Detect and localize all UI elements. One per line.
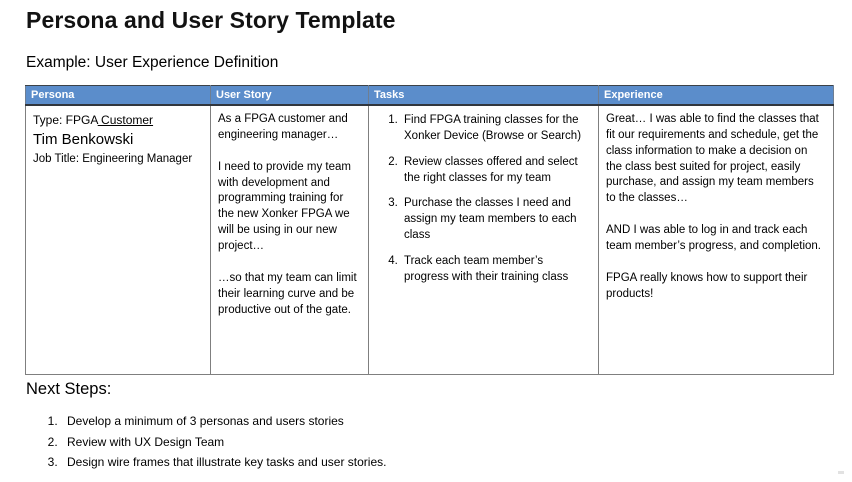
tasks-list <box>376 113 591 286</box>
experience-cell <box>599 105 834 375</box>
next-steps-list <box>26 414 852 469</box>
persona-type-underlined: Customer <box>97 113 154 127</box>
persona-name: Tim Benkowski <box>33 130 134 148</box>
user-story-paragraph: I need to provide my team with development and programming training for the new Xonker FPGA we will be using in our new project… <box>218 160 351 253</box>
next-steps-heading: Next Steps: <box>26 380 112 398</box>
task-item: 1. Find FPGA training classes for the Xonker Device (Browse or Search) <box>401 113 591 145</box>
task-item: 2. Review classes offered and select the right classes for my team <box>401 155 591 187</box>
persona-cell <box>26 105 211 375</box>
column-header-tasks: Tasks <box>369 86 599 106</box>
experience-paragraph: AND I was able to log in and track each team member’s progress, and completion. <box>606 224 821 253</box>
user-story-paragraphs <box>218 112 361 318</box>
experience-paragraph: Great… I was able to find the classes that fit our requirements and schedule, get the class information to make a decision on the class best suited for project, easily purchase, and assign my team members to the classes… <box>606 113 819 205</box>
column-header-persona: Persona <box>26 86 211 106</box>
page-title: Persona and User Story Template <box>26 7 396 33</box>
next-step-item: 3. Design wire frames that illustrate key tasks and user stories. <box>61 455 852 469</box>
persona-type <box>33 112 203 129</box>
user-story-paragraph: As a FPGA customer and engineering manager… <box>218 113 348 141</box>
persona-type-prefix: Type: FPGA <box>33 113 98 127</box>
page-subtitle: Example: User Experience Definition <box>26 54 279 71</box>
column-header-experience: Experience <box>599 86 834 106</box>
experience-paragraph: FPGA really knows how to support their products! <box>606 271 808 300</box>
task-item: 4. Track each team member’s progress with their training class <box>401 254 591 286</box>
table-header-row <box>26 86 834 106</box>
next-step-item: 2. Review with UX Design Team <box>61 435 852 449</box>
persona-table <box>25 85 834 375</box>
task-item: 3. Purchase the classes I need and assign my team members to each class <box>401 196 591 244</box>
tasks-cell <box>369 105 599 375</box>
user-story-cell <box>211 105 369 375</box>
page-number-mark <box>838 471 844 474</box>
column-header-user-story: User Story <box>211 86 369 106</box>
persona-job-title: Job Title: Engineering Manager <box>33 153 193 166</box>
next-step-item: 1. Develop a minimum of 3 personas and users stories <box>61 414 852 428</box>
table-body-row <box>26 105 834 375</box>
experience-paragraphs <box>606 112 826 303</box>
user-story-paragraph: …so that my team can limit their learning curve and be productive out of the gate. <box>218 271 357 316</box>
